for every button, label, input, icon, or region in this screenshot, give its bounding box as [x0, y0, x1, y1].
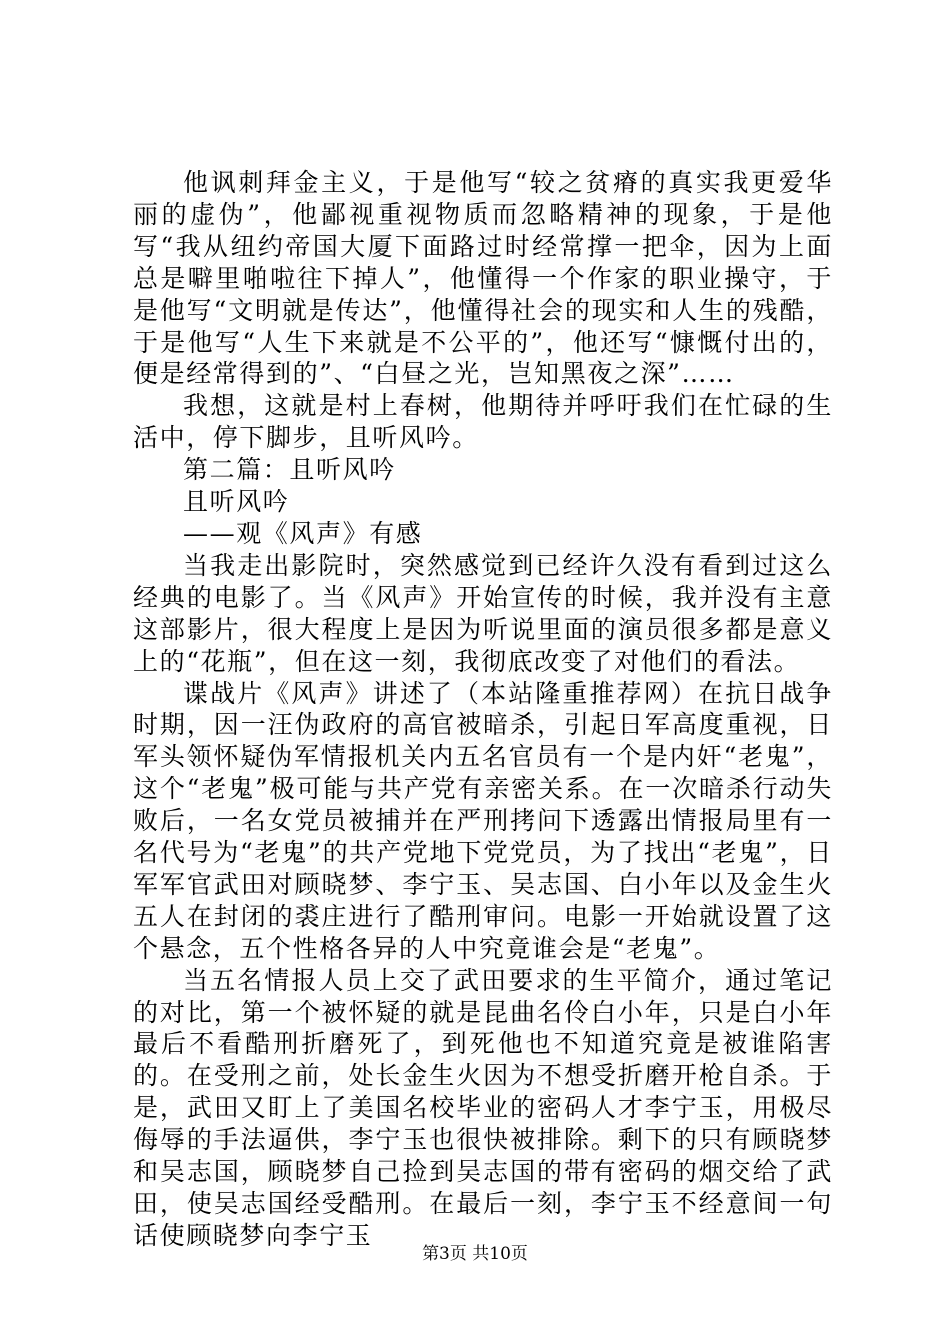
article-title: 且听风吟: [183, 487, 290, 517]
paragraph: 谍战片《风声》讲述了（本站隆重推荐网）在抗日战争时期，因一汪伪政府的高官被暗杀，引起日军高度重视，日军头领怀疑伪军情报机关内五名官员有一个是内奸“老鬼”，这个“老鬼”极可能与共产党有亲密关系。在一次暗杀行动失败后，一名女党员被捕并在严刑拷问下透露出情报局里有一名代号为“老鬼”的共产党地下党党员，为了找出“老鬼”，日军军官武田对顾晓梦、李宁玉、吴志国、白小年以及金生火五人在封闭的裘庄进行了酷刑审问。电影一开始就设置了这个悬念，五个性格各异的人中究竟谁会是“老鬼”。: [133, 678, 833, 963]
article-subtitle: ——观《风声》有感: [183, 518, 423, 548]
section-heading: 第二篇：且听风吟: [183, 455, 396, 485]
paragraph: 当五名情报人员上交了武田要求的生平简介，通过笔记的对比，第一个被怀疑的就是昆曲名伶白小年，只是白小年最后不看酷刑折磨死了，到死他也不知道究竟是被谁陷害的。在受刑之前，处长金生火因为不想受折磨开枪自杀。于是，武田又盯上了美国名校毕业的密码人才李宁玉，用极尽侮辱的手法逼供，李宁玉也很快被排除。剩下的只有顾晓梦和吴志国，顾晓梦自己捡到吴志国的带有密码的烟交给了武田，使吴志国经受酷刑。在最后一刻，李宁玉不经意间一句话使顾晓梦向李宁玉: [133, 965, 833, 1250]
paragraph: 他讽刺拜金主义，于是他写“较之贫瘠的真实我更爱华丽的虚伪”，他鄙视重视物质而忽略精神的现象，于是他写“我从纽约帝国大厦下面路过时经常撑一把伞，因为上面总是噼里啪啦往下掉人”，他懂得一个作家的职业操守，于是他写“文明就是传达”，他懂得社会的现实和人生的残酷，于是他写“人生下来就是不公平的”，他还写“慷慨付出的，便是经常得到的”、“白昼之光，岂知黑夜之深”……: [133, 168, 833, 389]
paragraph: 我想，这就是村上春树，他期待并呼吁我们在忙碌的生活中，停下脚步，且听风吟。: [133, 391, 833, 453]
paragraph: 当我走出影院时，突然感觉到已经许久没有看到过这么经典的电影了。当《风声》开始宣传的时候，我并没有主意这部影片，很大程度上是因为听说里面的演员很多都是意义上的“花瓶”，但在这一刻，我彻底改变了对他们的看法。: [133, 550, 833, 676]
page-footer: 第3页 共10页: [422, 1244, 528, 1264]
document-body: [133, 167, 833, 1252]
